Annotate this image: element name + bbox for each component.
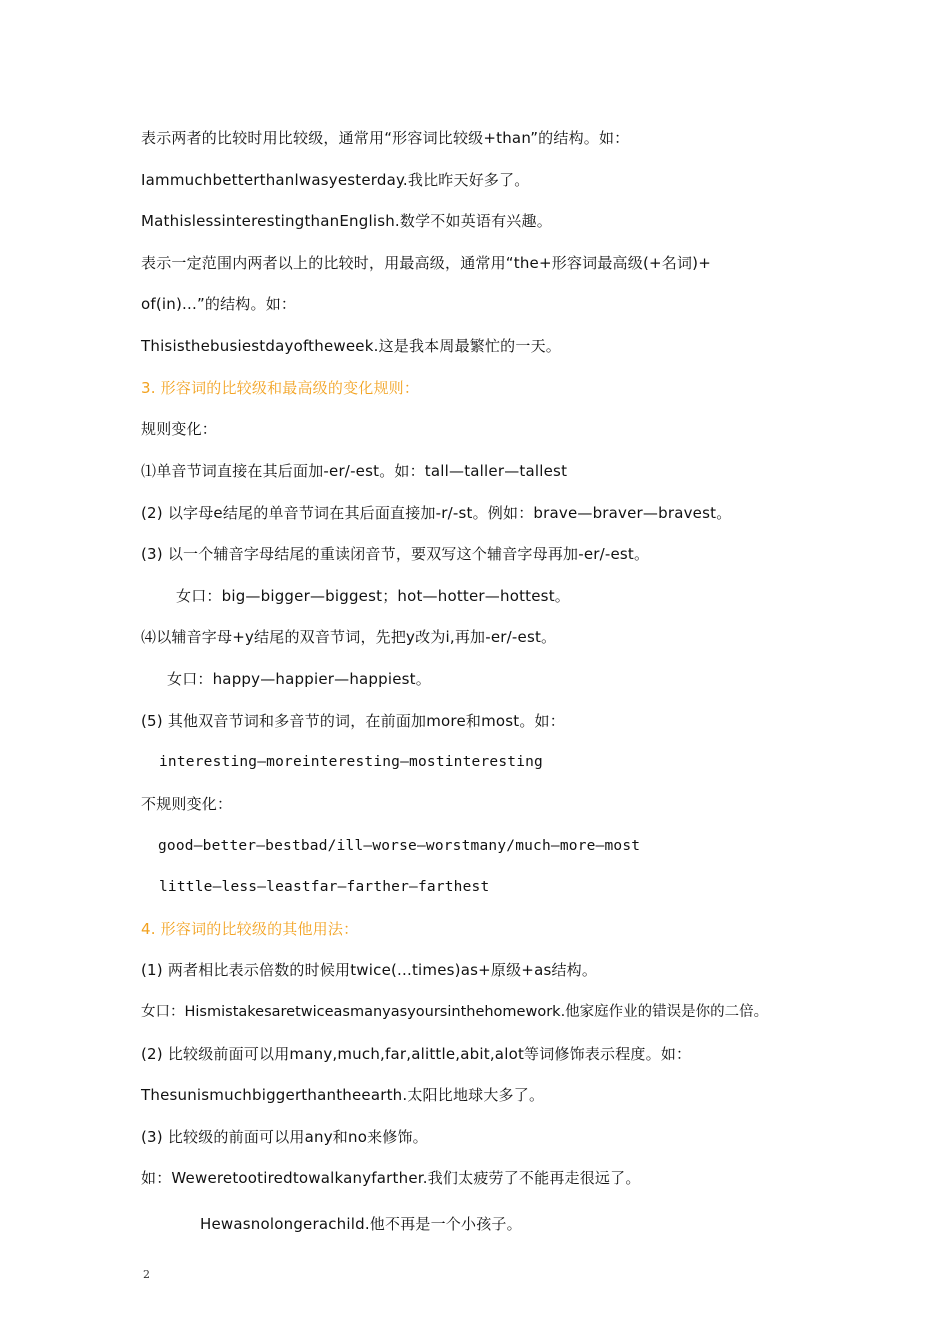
example-line: 女口：happy—happier—happiest。: [167, 670, 431, 688]
section-heading: 4. 形容词的比较级的其他用法：: [141, 920, 359, 938]
text-line: 规则变化：: [141, 420, 218, 438]
text-line: Thisisthebusiestdayoftheweek.这是我本周最繁忙的一天。: [141, 337, 561, 355]
text-line: (3) 比较级的前面可以用any和no来修饰。: [141, 1128, 428, 1146]
text-line: 不规则变化：: [141, 795, 233, 813]
example-line: good—better—bestbad/ill—worse—worstmany/much—more—most: [158, 838, 641, 854]
text-line: of(in)...”的结构。如：: [141, 295, 297, 313]
text-line: 女口：Hismistakesaretwiceasmanyasyoursinthehomework.他家庭作业的错误是你的二倍。: [141, 1004, 769, 1020]
text-line: (5) 其他双音节词和多音节的词，在前面加more和most。如：: [141, 712, 565, 730]
text-line: Thesunismuchbiggerthantheearth.太阳比地球大多了。: [141, 1086, 545, 1104]
text-line: (1) 两者相比表示倍数的时候用twice(...times)as+原级+as结构。: [141, 961, 598, 979]
example-line: interesting—moreinteresting—mostinteresting: [159, 754, 543, 770]
text-line: 如：Weweretootiredtowalkanyfarther.我们太疲劳了不能再走很远了。: [141, 1169, 641, 1187]
text-line: (2) 以字母e结尾的单音节词在其后面直接加-r/-st。例如：brave—braver—bravest。: [141, 504, 732, 522]
example-line: Hewasnolongerachild.他不再是一个小孩子。: [200, 1215, 522, 1233]
text-line: 表示一定范围内两者以上的比较时，用最高级，通常用“the+形容词最高级(+名词)+: [141, 254, 712, 272]
example-line: little—less—leastfar—farther—farthest: [159, 879, 490, 895]
section-heading: 3. 形容词的比较级和最高级的变化规则：: [141, 379, 420, 397]
example-line: 女口：big—bigger—biggest；hot—hotter—hottest。: [176, 587, 570, 605]
text-line: 表示两者的比较时用比较级，通常用“形容词比较级+than”的结构。如：: [141, 129, 630, 147]
text-line: (3) 以一个辅音字母结尾的重读闭音节，要双写这个辅音字母再加-er/-est。: [141, 545, 650, 563]
page-number: 2: [143, 1268, 150, 1281]
text-line: ⑷以辅音字母+y结尾的双音节词，先把y改为i,再加-er/-est。: [141, 628, 557, 646]
text-line: MathislessinterestingthanEnglish.数学不如英语有兴趣。: [141, 212, 552, 230]
text-line: Iammuchbetterthanlwasyesterday.我比昨天好多了。: [141, 171, 530, 189]
text-line: ⑴单音节词直接在其后面加-er/-est。如：tall—taller—tallest: [141, 462, 568, 480]
text-line: (2) 比较级前面可以用many,much,far,alittle,abit,alot等词修饰表示程度。如：: [141, 1045, 692, 1063]
